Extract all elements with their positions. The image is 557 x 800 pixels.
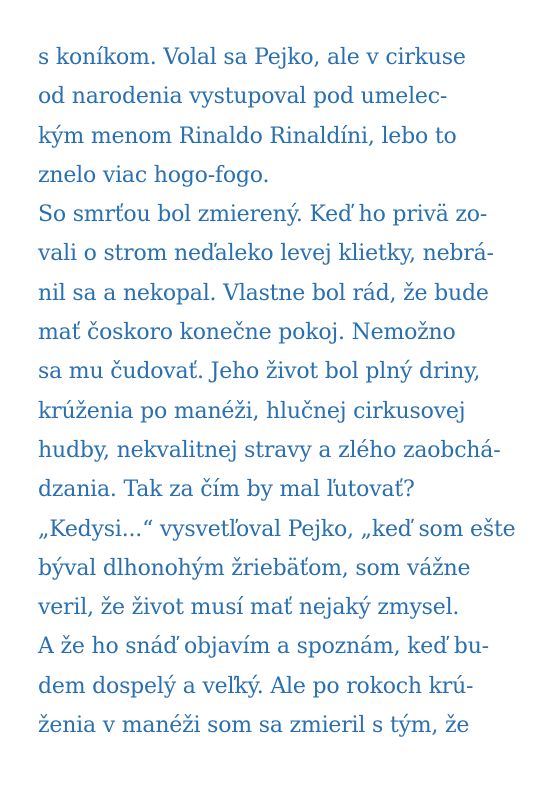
text-line-11: hudby, nekvalitnej stravy a zlého zaobchá-	[38, 437, 501, 463]
body-text	[38, 38, 538, 745]
text-line-12: dzania. Tak za čím by mal ľutovať?	[38, 477, 415, 503]
text-line-3: kým menom Rinaldo Rinaldíni, lebo to	[38, 123, 457, 149]
text-line-9: sa mu čudovať. Jeho život bol plný driny,	[38, 359, 481, 385]
text-line-7: nil sa a nekopal. Vlastne bol rád, že bude	[38, 280, 489, 306]
text-line-4: znelo viac hogo-fogo.	[38, 162, 270, 188]
text-line-5: So smrťou bol zmierený. Keď ho privä zo-	[38, 202, 488, 228]
text-line-14: býval dlhonohým žriebäťom, som vážne	[38, 555, 471, 581]
text-line-16: A že ho snáď objavím a spoznám, keď bu-	[38, 634, 489, 660]
text-line-2: od narodenia vystupoval pod umelec-	[38, 84, 448, 110]
text-line-1: s koníkom. Volal sa Pejko, ale v cirkuse	[38, 45, 466, 70]
text-line-18: ženia v manéži som sa zmieril s tým, že	[38, 713, 470, 739]
text-line-6: vali o strom neďaleko levej klietky, nebrá-	[38, 241, 494, 267]
text-line-13: „Kedysi...“ vysvetľoval Pejko, „keď som ešte	[38, 516, 516, 542]
text-line-10: krúženia po manéži, hlučnej cirkusovej	[38, 398, 466, 424]
text-line-8: mať čoskoro konečne pokoj. Nemožno	[38, 320, 456, 346]
text-line-15: veril, že život musí mať nejaký zmysel.	[38, 595, 460, 621]
text-line-17: dem dospelý a veľký. Ale po rokoch krú-	[38, 673, 474, 699]
